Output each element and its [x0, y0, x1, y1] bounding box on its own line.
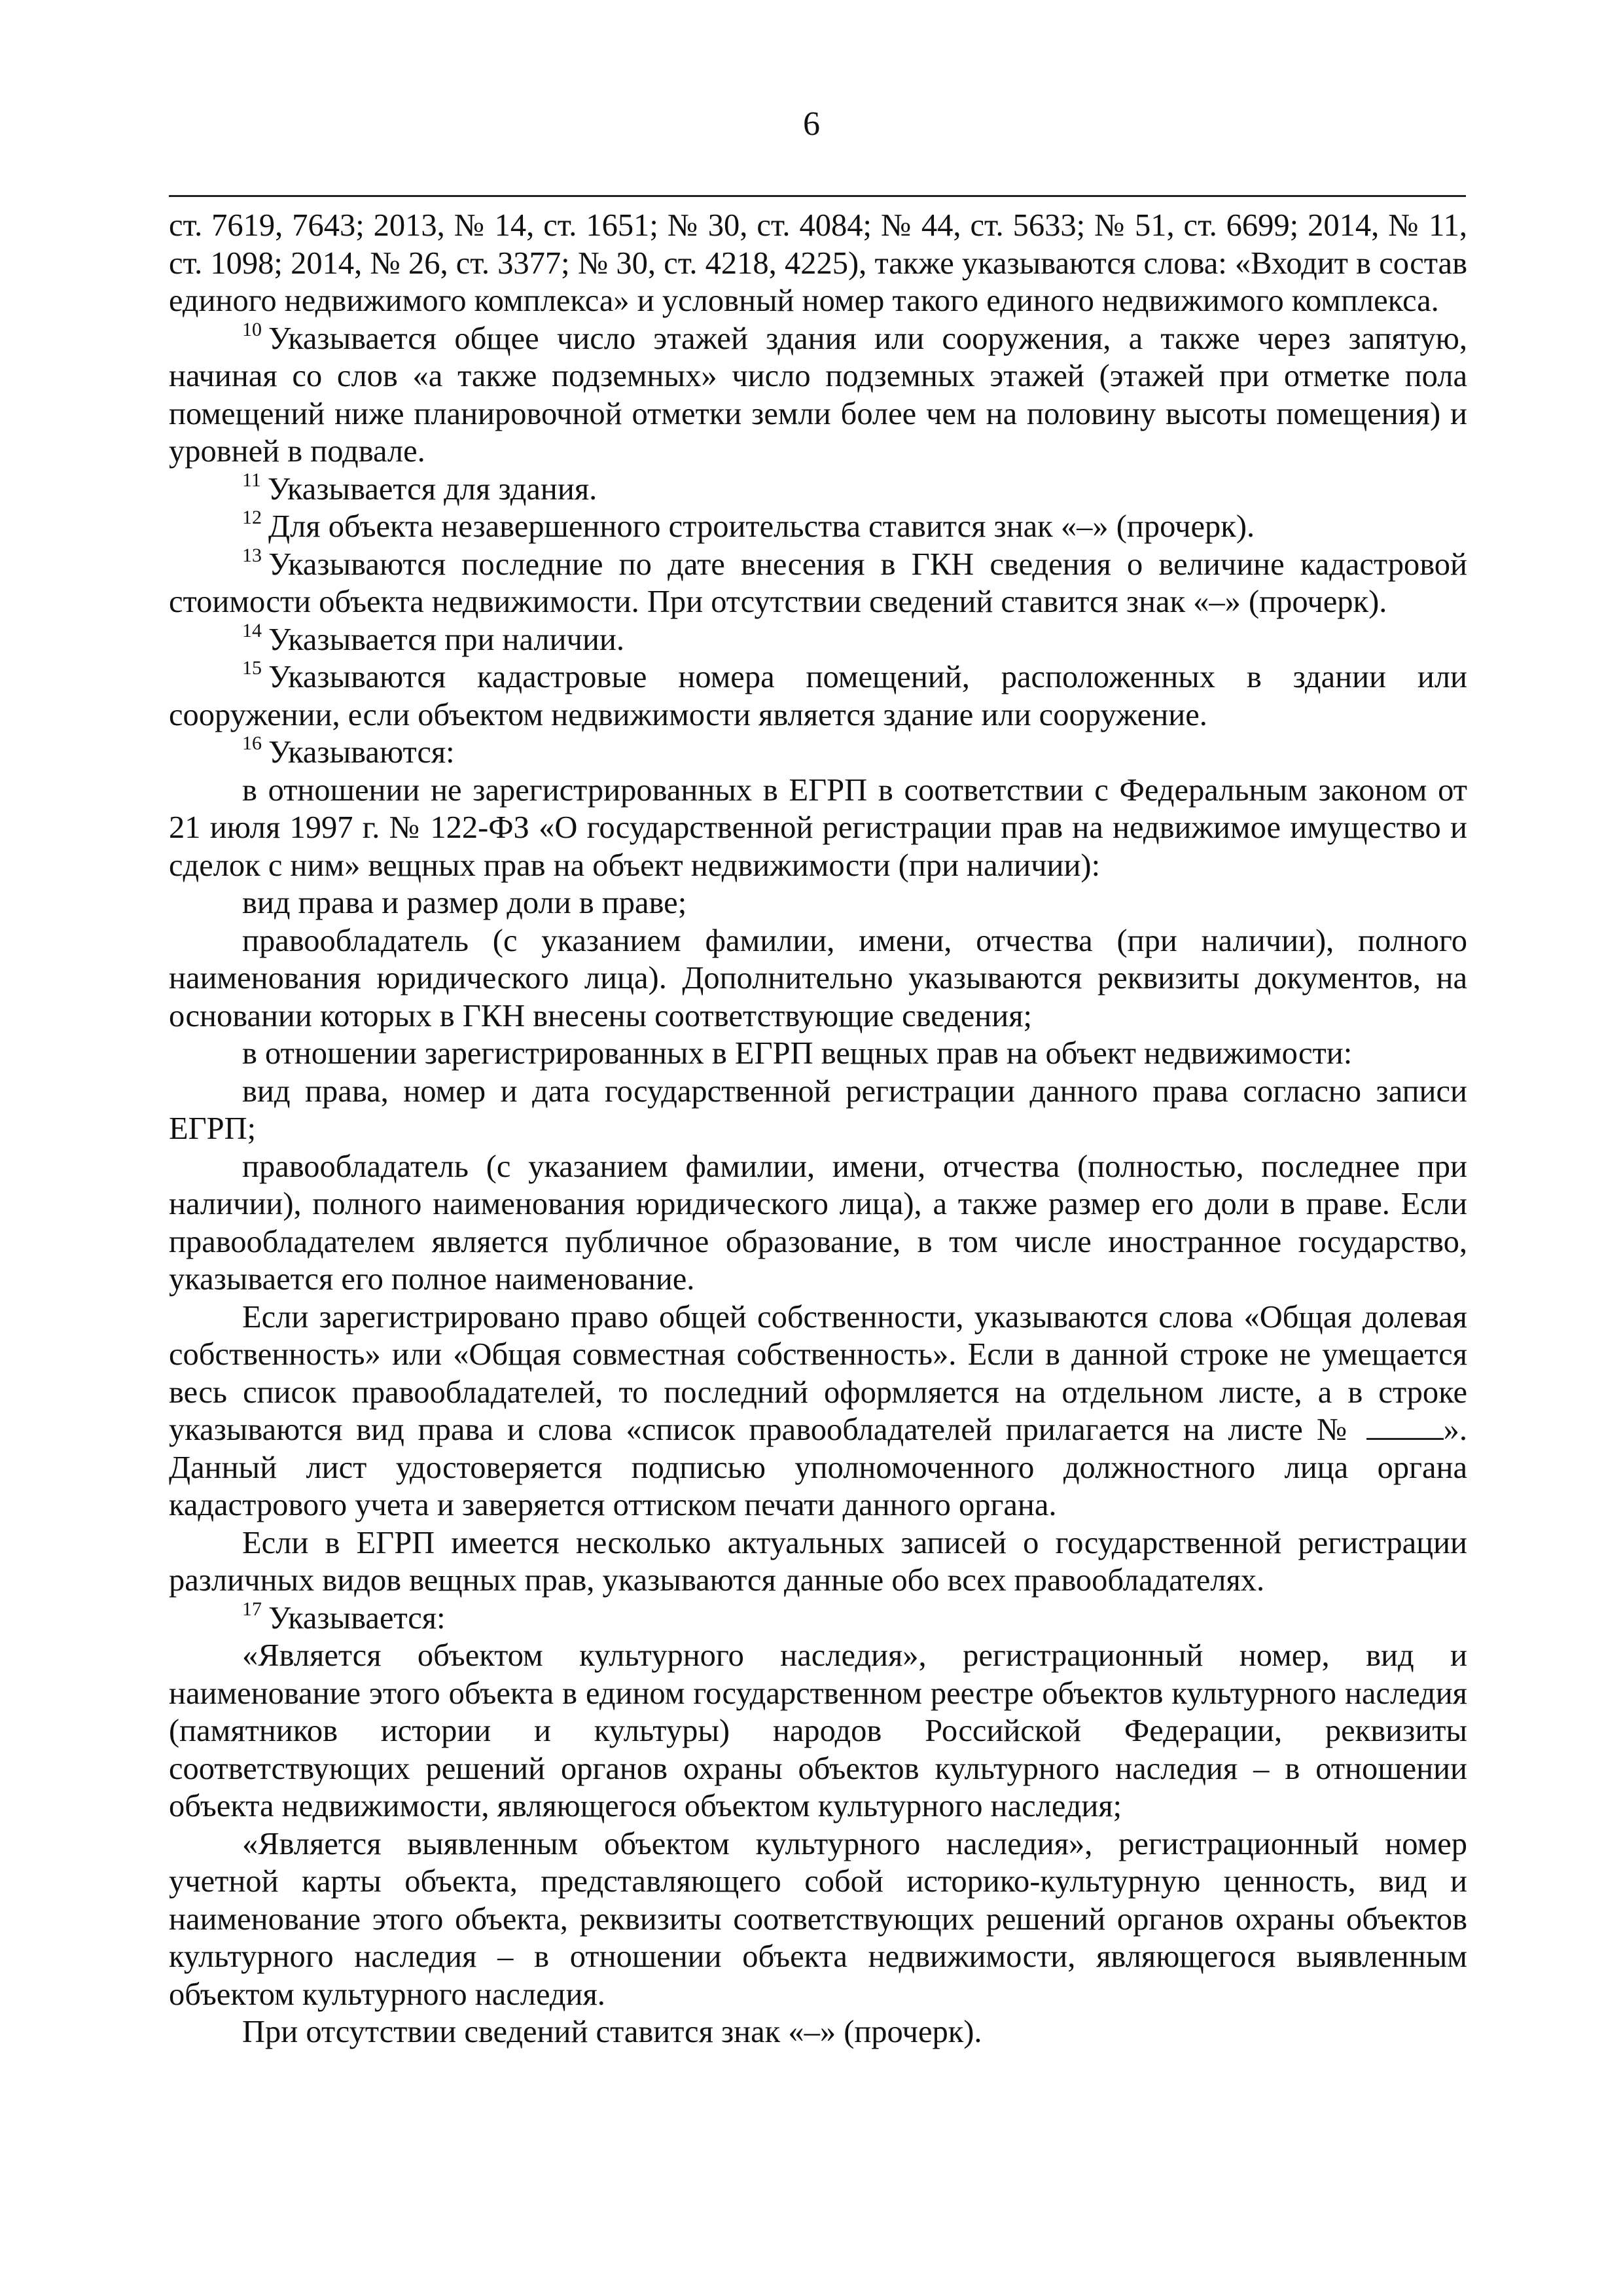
footnote-16-para-6: правообладатель (с указанием фамилии, имени, отчества (полностью, последнее при наличии), полного наименования юридического лица), а также размер его доли в праве. Если правообладателем является публичное образование, в том числе иностранное государство, указывается его полное наименование.	[169, 1149, 1467, 1297]
footnote-16-para-7-start: Если зарегистрировано право общей собственности, указываются слова «Общая долевая собственность» или «Общая совместная собственность». Если в данной строке не умещается весь список правообладателей, то последний оформляется на отдельном листе, а в строке указываются вид права и слова «список правообладателей прилагается на листе №	[169, 1299, 1467, 1447]
footnote-12-mark: 12	[242, 507, 262, 528]
footnote-11-mark: 11	[242, 469, 261, 491]
footnote-11-text: Указывается для здания.	[267, 471, 597, 507]
footnote-16-para-7	[169, 1299, 1467, 1524]
footnote-13-text: Указываются последние по дате внесения в ГКН сведения о величине кадастровой стоимости объекта недвижимости. При отсутствии сведений ставится знак «–» (прочерк).	[169, 547, 1467, 619]
footnote-17-para-1: «Является объектом культурного наследия», регистрационный номер, вид и наименование этого объекта в едином государственном реестре объектов культурного наследия (памятников истории и культуры) народов Российской Федерации, реквизиты соответствующих решений органов охраны объектов культурного наследия – в отношении объекта недвижимости, являющегося объектом культурного наследия;	[169, 1638, 1467, 1823]
footnote-12-text: Для объекта незавершенного строительства ставится знак «–» (прочерк).	[268, 509, 1255, 544]
footnote-17-para-2: «Является выявленным объектом культурного наследия», регистрационный номер учетной карты объекта, представляющего собой историко-культурную ценность, вид и наименование этого объекта, реквизиты соответствующих решений органов охраны объектов культурного наследия – в отношении объекта недвижимости, являющегося выявленным объектом культурного наследия.	[169, 1826, 1467, 2012]
sheet-number-blank	[1366, 1418, 1444, 1440]
footnote-14	[169, 621, 1467, 659]
footnote-16-heading-text: Указываются:	[268, 735, 455, 770]
footnote-14-text: Указывается при наличии.	[268, 622, 625, 657]
footnote-16-para-3: правообладатель (с указанием фамилии, имени, отчества (при наличии), полного наименования юридического лица). Дополнительно указываются реквизиты документов, на основании которых в ГКН внесены соответствующие сведения;	[169, 923, 1467, 1033]
footnote-10	[169, 320, 1467, 471]
footnote-10-text: Указывается общее число этажей здания или сооружения, а также через запятую, начиная со слов «а также подземных» число подземных этажей (этажей при отметке пола помещений ниже планировочной отметки земли более чем на половину высоты помещения) и уровней в подвале.	[169, 321, 1467, 469]
footnote-17-heading	[169, 1600, 1467, 1638]
footnote-16-para-8: Если в ЕГРП имеется несколько актуальных записей о государственной регистрации различных видов вещных прав, указываются данные обо всех правообладателях.	[169, 1525, 1467, 1598]
footnote-13	[169, 546, 1467, 621]
footnotes-body	[169, 207, 1467, 2051]
footnote-14-mark: 14	[242, 619, 262, 641]
footnote-16-para-1: в отношении не зарегистрированных в ЕГРП в соответствии с Федеральным законом от 21 июля 1997 г. № 122-ФЗ «О государственной регистрации прав на недвижимое имущество и сделок с ним» вещных прав на объект недвижимости (при наличии):	[169, 772, 1467, 883]
footnote-16-para-7-end: ». Данный лист удостоверяется подписью уполномоченного должностного лица органа кадастрового учета и заверяется оттиском печати данного органа.	[169, 1412, 1468, 1522]
footnote-15	[169, 658, 1467, 734]
footnote-17-para-3: При отсутствии сведений ставится знак «–» (прочерк).	[242, 2015, 982, 2049]
footnote-16-para-4: в отношении зарегистрированных в ЕГРП вещных прав на объект недвижимости:	[242, 1036, 1353, 1071]
header-divider	[169, 195, 1466, 197]
footnote-15-mark: 15	[242, 657, 262, 679]
footnote-16-para-5: вид права, номер и дата государственной регистрации данного права согласно записи ЕГРП;	[169, 1073, 1467, 1146]
footnote-16-para-2: вид права и размер доли в праве;	[242, 886, 687, 920]
footnote-10-mark: 10	[242, 318, 262, 340]
footnote-11	[169, 471, 1467, 509]
footnote-17-heading-text: Указывается:	[268, 1600, 446, 1636]
footnote-16-mark: 16	[242, 732, 262, 754]
page-number: 6	[803, 105, 820, 143]
footnote-13-mark: 13	[242, 544, 262, 566]
footnote-17-mark: 17	[242, 1598, 262, 1620]
footnote-15-text: Указываются кадастровые номера помещений, расположенных в здании или сооружении, если объектом недвижимости является здание или сооружение.	[169, 660, 1467, 732]
footnote-9-continuation: ст. 7619, 7643; 2013, № 14, ст. 1651; № 30, ст. 4084; № 44, ст. 5633; № 51, ст. 6699; 2014, № 11, ст. 1098; 2014, № 26, ст. 3377; № 30, ст. 4218, 4225), также указываются слова: «Входит в состав единого недвижимого комплекса» и условный номер такого единого недвижимого комплекса.	[169, 208, 1467, 318]
footnote-12	[169, 508, 1467, 546]
footnote-16-heading	[169, 734, 1467, 772]
